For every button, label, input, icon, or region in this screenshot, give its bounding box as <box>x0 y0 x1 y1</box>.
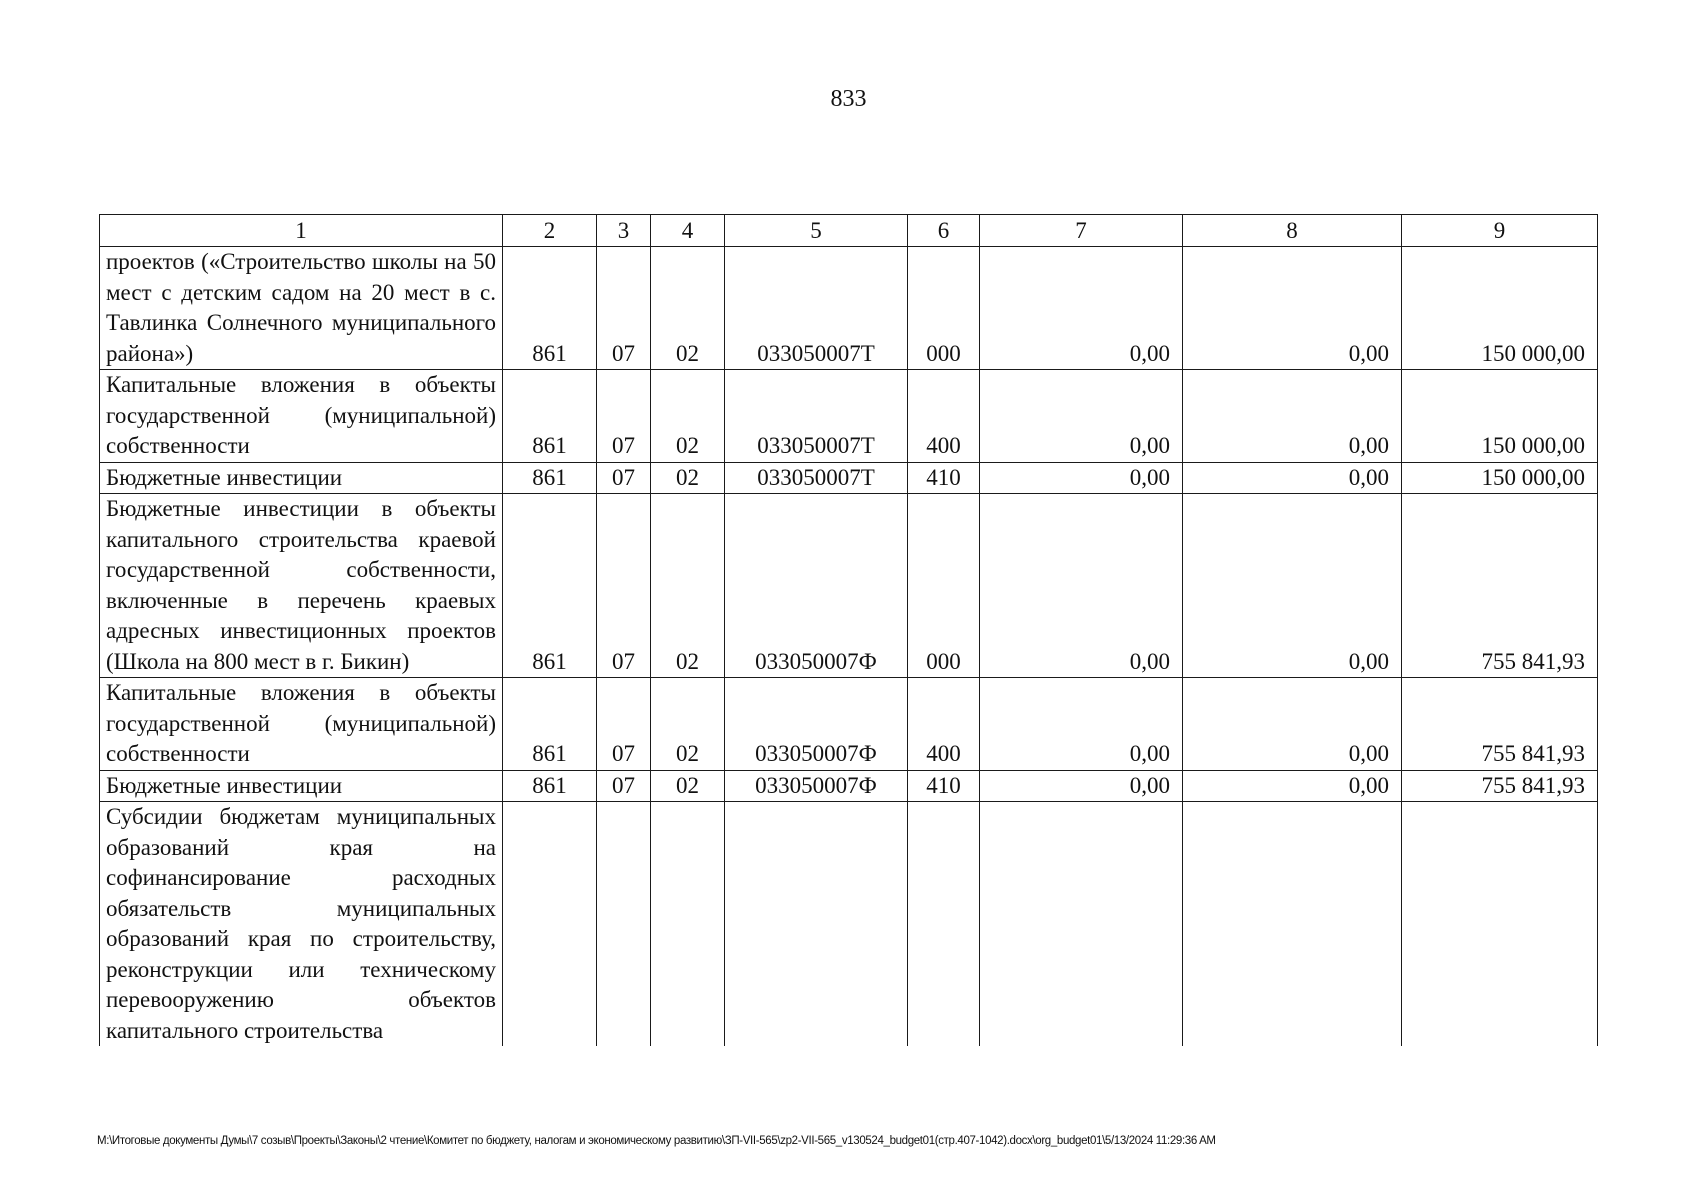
row-target-article: 033050007Т <box>725 247 908 370</box>
row-name: Субсидии бюджетам муниципальных образований края на софинансирование расходных обязательств муниципальных образований края по строительству, реконструкции или техническому перевооружению объектов капитального строительства <box>100 802 503 1047</box>
table-row <box>100 678 1598 771</box>
row-amount-col8: 0,00 <box>1183 770 1402 802</box>
table-row <box>100 770 1598 802</box>
row-section-code <box>597 802 651 1047</box>
row-subsection-code: 02 <box>651 370 725 463</box>
header-col-2: 2 <box>503 215 597 247</box>
row-name: Капитальные вложения в объекты государственной (муниципальной) собственности <box>100 678 503 771</box>
row-expense-type <box>908 802 980 1047</box>
row-ministry-code <box>503 802 597 1047</box>
row-subsection-code: 02 <box>651 494 725 678</box>
row-subsection-code: 02 <box>651 770 725 802</box>
header-col-8: 8 <box>1183 215 1402 247</box>
row-expense-type: 400 <box>908 370 980 463</box>
row-amount-col7: 0,00 <box>980 247 1183 370</box>
row-ministry-code: 861 <box>503 494 597 678</box>
row-amount-col8 <box>1183 802 1402 1047</box>
row-target-article: 033050007Т <box>725 462 908 494</box>
table-row <box>100 247 1598 370</box>
row-amount-col9: 755 841,93 <box>1402 678 1598 771</box>
row-amount-col9: 150 000,00 <box>1402 247 1598 370</box>
header-col-7: 7 <box>980 215 1183 247</box>
row-amount-col8: 0,00 <box>1183 462 1402 494</box>
row-amount-col7: 0,00 <box>980 770 1183 802</box>
row-amount-col9: 150 000,00 <box>1402 370 1598 463</box>
row-ministry-code: 861 <box>503 462 597 494</box>
row-subsection-code <box>651 802 725 1047</box>
row-subsection-code: 02 <box>651 678 725 771</box>
footer-file-path: M:\Итоговые документы Думы\7 созыв\Проекты\Законы\2 чтение\Комитет по бюджету, налогам и экономическому развитию\ЗП-VII-565\zp2-VII-565_v130524_budget01(стр.407-1042).docx\org_budget01\5/13/2024 11:29:36 AM <box>97 1135 1216 1147</box>
row-expense-type: 000 <box>908 247 980 370</box>
row-amount-col8: 0,00 <box>1183 247 1402 370</box>
row-section-code: 07 <box>597 247 651 370</box>
row-name: проектов («Строительство школы на 50 мест с детским садом на 20 мест в с. Тавлинка Солнечного муниципального района») <box>100 247 503 370</box>
row-expense-type: 000 <box>908 494 980 678</box>
row-ministry-code: 861 <box>503 678 597 771</box>
row-expense-type: 410 <box>908 462 980 494</box>
header-col-4: 4 <box>651 215 725 247</box>
row-target-article: 033050007Ф <box>725 494 908 678</box>
table-row <box>100 462 1598 494</box>
row-target-article: 033050007Ф <box>725 770 908 802</box>
row-target-article <box>725 802 908 1047</box>
row-amount-col8: 0,00 <box>1183 494 1402 678</box>
header-col-6: 6 <box>908 215 980 247</box>
row-ministry-code: 861 <box>503 370 597 463</box>
row-amount-col8: 0,00 <box>1183 678 1402 771</box>
table-row <box>100 494 1598 678</box>
row-expense-type: 410 <box>908 770 980 802</box>
table-row <box>100 370 1598 463</box>
row-section-code: 07 <box>597 678 651 771</box>
row-subsection-code: 02 <box>651 247 725 370</box>
row-amount-col9 <box>1402 802 1598 1047</box>
row-name: Бюджетные инвестиции <box>100 462 503 494</box>
header-col-5: 5 <box>725 215 908 247</box>
row-expense-type: 400 <box>908 678 980 771</box>
budget-table <box>99 214 1598 1046</box>
table-row <box>100 802 1598 1047</box>
row-amount-col7: 0,00 <box>980 462 1183 494</box>
row-name: Капитальные вложения в объекты государственной (муниципальной) собственности <box>100 370 503 463</box>
row-ministry-code: 861 <box>503 247 597 370</box>
row-amount-col9: 755 841,93 <box>1402 770 1598 802</box>
header-col-1: 1 <box>100 215 503 247</box>
row-amount-col7: 0,00 <box>980 370 1183 463</box>
header-col-3: 3 <box>597 215 651 247</box>
page-number: 833 <box>830 86 867 112</box>
row-amount-col7: 0,00 <box>980 678 1183 771</box>
row-section-code: 07 <box>597 770 651 802</box>
row-subsection-code: 02 <box>651 462 725 494</box>
row-ministry-code: 861 <box>503 770 597 802</box>
row-name: Бюджетные инвестиции в объекты капитального строительства краевой государственной собственности, включенные в перечень краевых адресных инвестиционных проектов (Школа на 800 мест в г. Бикин) <box>100 494 503 678</box>
row-section-code: 07 <box>597 494 651 678</box>
header-col-9: 9 <box>1402 215 1598 247</box>
table-header-row <box>100 215 1598 247</box>
row-section-code: 07 <box>597 462 651 494</box>
row-target-article: 033050007Ф <box>725 678 908 771</box>
row-amount-col7: 0,00 <box>980 494 1183 678</box>
row-section-code: 07 <box>597 370 651 463</box>
row-amount-col7 <box>980 802 1183 1047</box>
row-amount-col9: 150 000,00 <box>1402 462 1598 494</box>
row-amount-col9: 755 841,93 <box>1402 494 1598 678</box>
row-amount-col8: 0,00 <box>1183 370 1402 463</box>
row-target-article: 033050007Т <box>725 370 908 463</box>
row-name: Бюджетные инвестиции <box>100 770 503 802</box>
